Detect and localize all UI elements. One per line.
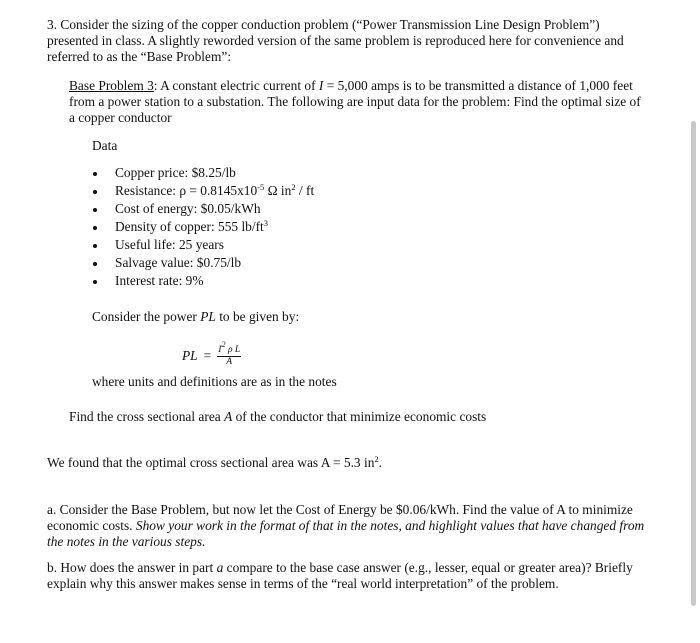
where-text: where units and definitions are as in the notes bbox=[92, 374, 337, 389]
base-problem-label: Base Problem 3 bbox=[69, 78, 154, 93]
formula-denominator: A bbox=[226, 357, 233, 367]
vertical-scrollbar[interactable] bbox=[691, 121, 696, 606]
power-loss-formula bbox=[182, 340, 241, 372]
formula-fraction bbox=[217, 339, 241, 368]
data-list bbox=[92, 164, 314, 290]
list-item-density: Density of copper: 555 $lb/ft^3$ bbox=[92, 218, 314, 236]
base-problem bbox=[69, 78, 644, 126]
data-title: Data bbox=[92, 138, 118, 153]
question-header: 3. Consider the sizing of the copper conduction problem (“Power Transmission Line Design Problem”) presented in class. A slightly reworded version of the same problem is reproduced here for convenience and referred to as the “Base Problem”: bbox=[47, 17, 624, 64]
base-problem-text-2: = 5,000 amps is to be transmitted a distance of 1,000 feet from a power station to a substation. The following are input data for the problem: Find the optimal size of a copper conductor bbox=[69, 78, 641, 125]
list-item-resistance: Resistance: $\rho = 0.8145x10^{-5}$ Ω $in^2$ / ft bbox=[92, 182, 314, 200]
list-item-energy-cost: Cost of energy: $0.05/kWh bbox=[92, 200, 314, 218]
found-area-text: We found that the optimal cross sectional area was A = 5.3 $in^2$. bbox=[47, 454, 383, 470]
formula-lhs: PL bbox=[182, 348, 198, 363]
list-item-salvage: Salvage value: $0.75/lb bbox=[92, 254, 314, 272]
part-b-question: b. How does the answer in part a compare to the base case answer (e.g., lesser, equal or greater area)? Briefly explain why this answer makes sense in terms of the “real world interpretation” of the problem. bbox=[47, 560, 633, 591]
part-a-question: a. Consider the Base Problem, but now let the Cost of Energy be $0.06/kWh. Find the value of A to minimize economic costs. Show your work in the format of that in the notes, and highlight values that have changed from the notes in the various steps. bbox=[47, 502, 645, 549]
list-item-useful-life: Useful life: 25 years bbox=[92, 236, 314, 254]
formula-numerator: $I^2$ ρ L bbox=[218, 339, 241, 355]
list-item-interest: Interest rate: 9% bbox=[92, 272, 314, 290]
base-problem-text-1: : A constant electric current of bbox=[153, 78, 319, 93]
formula-equals: = bbox=[203, 348, 212, 363]
find-area-text: Find the cross sectional area A of the conductor that minimize economic costs bbox=[69, 409, 487, 424]
consider-power-text: Consider the power PL to be given by: bbox=[92, 309, 300, 324]
list-item-copper-price: Copper price: $8.25/lb bbox=[92, 164, 314, 182]
current-variable: I bbox=[318, 78, 324, 93]
